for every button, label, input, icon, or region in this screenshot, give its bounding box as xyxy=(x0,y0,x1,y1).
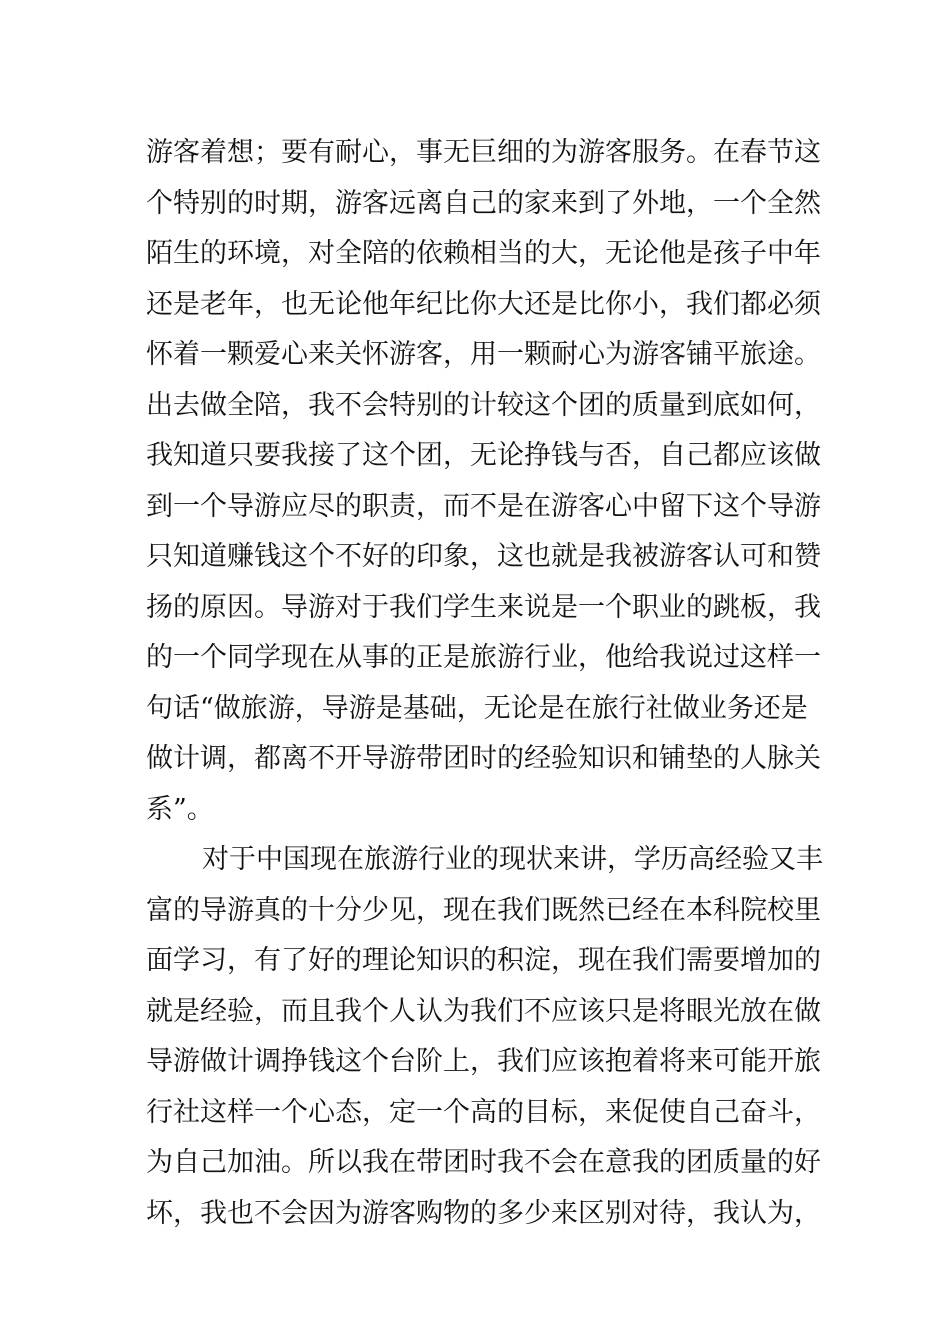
text-line: 行社这样一个心态，定一个高的目标，来促使自己奋斗， xyxy=(146,1096,821,1128)
text-line: 怀着一颗爱心来关怀游客，用一颗耐心为游客铺平旅途。 xyxy=(146,339,821,370)
text-line: 富的导游真的十分少见，现在我们既然已经在本科院校里 xyxy=(146,894,821,926)
text-line: 游客着想；要有耐心，事无巨细的为游客服务。在春节这 xyxy=(146,137,821,168)
text-line: 个特别的时期，游客远离自己的家来到了外地，一个全然 xyxy=(146,187,821,219)
text-line: 导游做计调挣钱这个台阶上，我们应该抱着将来可能开旅 xyxy=(146,1046,821,1077)
text-line: 句话“做旅游，导游是基础，无论是在旅行社做业务还是 xyxy=(146,692,808,724)
text-line: 做计调，都离不开导游带团时的经验知识和铺垫的人脉关 xyxy=(146,743,821,774)
paragraph-first-line: 对于中国现在旅游行业的现状来讲，学历高经验又丰 xyxy=(202,844,823,875)
text-line: 系”。 xyxy=(146,793,214,825)
text-line: 扬的原因。导游对于我们学生来说是一个职业的跳板，我 xyxy=(146,591,821,623)
text-line: 陌生的环境，对全陪的依赖相当的大，无论他是孩子中年 xyxy=(146,238,821,269)
text-line: 还是老年，也无论他年纪比你大还是比你小，我们都必须 xyxy=(146,288,821,320)
text-line: 的一个同学现在从事的正是旅游行业，他给我说过这样一 xyxy=(146,642,821,673)
text-line: 到一个导游应尽的职责，而不是在游客心中留下这个导游 xyxy=(146,490,821,522)
text-line: 坏，我也不会因为游客购物的多少来区别对待，我认为， xyxy=(146,1197,821,1229)
text-line: 出去做全陪，我不会特别的计较这个团的质量到底如何， xyxy=(146,389,821,421)
text-line: 为自己加油。所以我在带团时我不会在意我的团质量的好 xyxy=(146,1147,821,1178)
text-line: 我知道只要我接了这个团，无论挣钱与否，自己都应该做 xyxy=(146,440,821,471)
text-line: 面学习，有了好的理论知识的积淀，现在我们需要增加的 xyxy=(146,945,821,976)
text-line: 就是经验，而且我个人认为我们不应该只是将眼光放在做 xyxy=(146,995,821,1027)
body-text xyxy=(146,128,826,1239)
text-line: 只知道赚钱这个不好的印象，这也就是我被游客认可和赞 xyxy=(146,541,821,572)
